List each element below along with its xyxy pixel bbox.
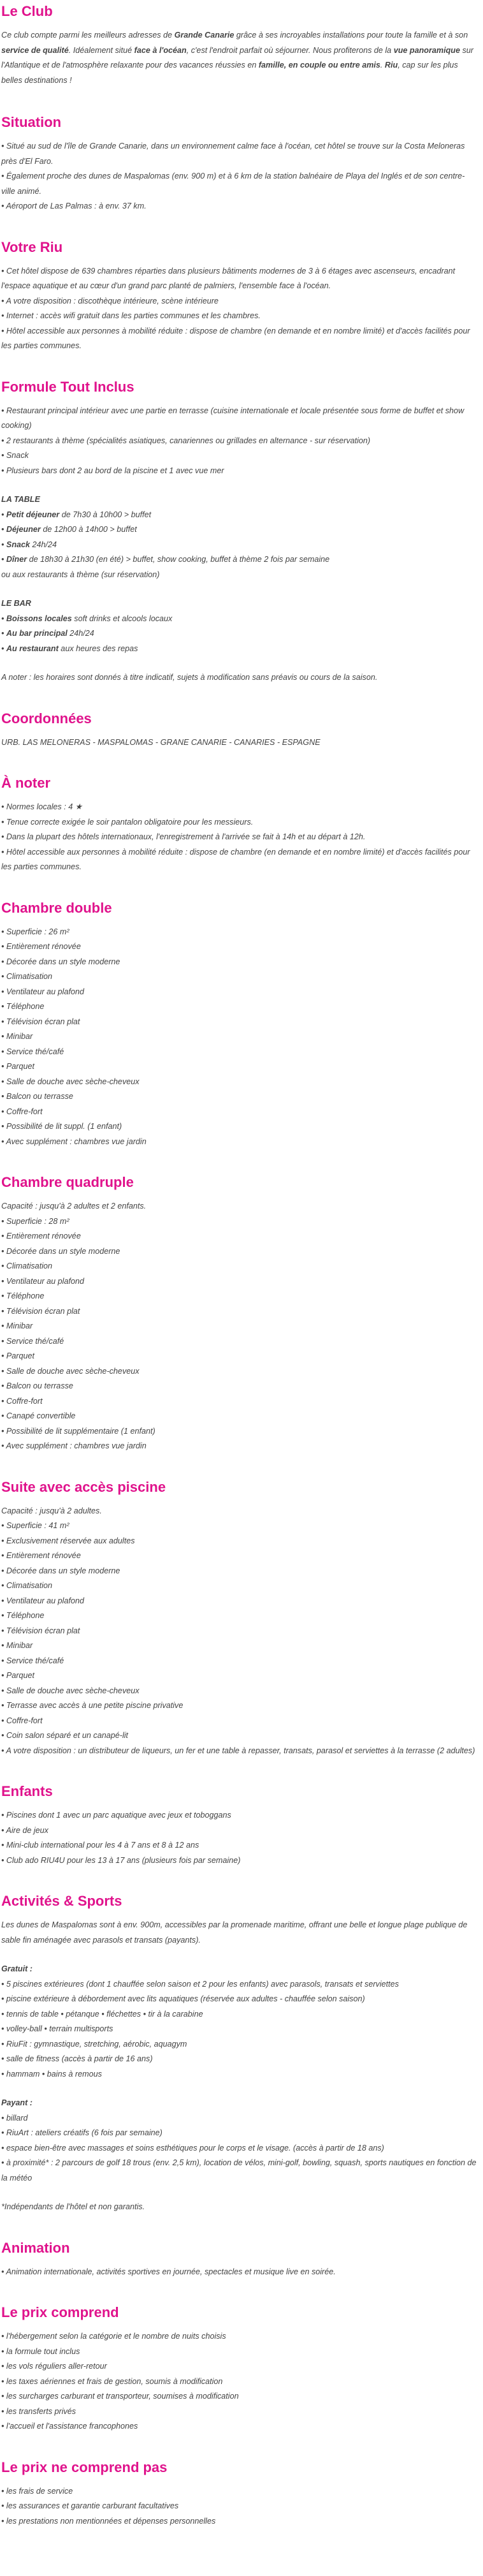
list-item: • Coin salon séparé et un canapé-lit [1, 1731, 129, 1740]
list-item: • A votre disposition : discothèque intérieure, scène intérieure [1, 296, 219, 305]
suite-capacity: Capacité : jusqu'à 2 adultes. [1, 1506, 102, 1515]
list-item: • Climatisation [1, 1262, 52, 1270]
riu-list [1, 264, 478, 354]
list-item: • Superficie : 28 m² [1, 1216, 69, 1226]
list-item: • RiuFit : gymnastique, stretching, aérobic, aquagym [1, 2039, 187, 2049]
section-enfants [1, 1783, 478, 1868]
enfants-list [1, 1808, 478, 1868]
list-item: • hammam • bains à remous [1, 2069, 102, 2079]
list-item: • Également proche des dunes de Maspalomas (env. 900 m) et à 6 km de la station balnéaire de Playa del Inglés et de son centre-ville animé. [1, 172, 465, 196]
section-title-animation: Animation [1, 2239, 70, 2256]
list-item: • Décorée dans un style moderne [1, 1566, 120, 1575]
list-item: • Dîner de 18h30 à 21h30 (en été) > buffet, show cooking, buffet à thème 2 fois par semaine [1, 555, 330, 564]
list-item: • Télévision écran plat [1, 1306, 80, 1316]
list-item: • Terrasse avec accès à une petite piscine privative [1, 1701, 184, 1710]
list-item: • Entièrement rénovée [1, 1232, 81, 1240]
spacer [1, 1948, 478, 1962]
list-item: • les prestations non mentionnées et dépenses personnelles [1, 2516, 216, 2526]
list-item: • Possibilité de lit supplémentaire (1 enfant) [1, 1426, 155, 1436]
bar-list [1, 612, 478, 657]
activites-footnote: *Indépendants de l'hôtel et non garantis. [1, 2202, 145, 2211]
list-item: • à proximité* : 2 parcours de golf 18 trous (env. 2,5 km), location de vélos, mini-golf, bowling, squash, sports nautiques en fonction de la météo [1, 2158, 477, 2182]
list-item: • Téléphone [1, 1611, 45, 1620]
list-item: • Entièrement rénovée [1, 1551, 81, 1560]
section-nocomprend [1, 2459, 478, 2529]
list-item: • Service thé/café [1, 1656, 64, 1665]
list-item: • Balcon ou terrasse [1, 1381, 73, 1390]
list-item: • Canapé convertible [1, 1411, 76, 1420]
list-item: • Au restaurant aux heures des repas [1, 644, 138, 653]
spacer [1, 656, 478, 670]
quadruple-capacity: Capacité : jusqu'à 2 adultes et 2 enfants. [1, 1202, 147, 1211]
section-title-double: Chambre double [1, 899, 112, 916]
list-item: • Télévision écran plat [1, 1017, 80, 1026]
section-title-enfants: Enfants [1, 1783, 53, 1799]
list-item: • les transferts privés [1, 2406, 76, 2416]
list-item: • les taxes aériennes et frais de gestion, soumis à modification [1, 2376, 223, 2386]
list-item: • l'hébergement selon la catégorie et le nombre de nuits choisis [1, 2332, 226, 2341]
list-item: • Télévision écran plat [1, 1626, 80, 1635]
list-item: • Téléphone [1, 1002, 45, 1011]
section-noter [1, 774, 478, 875]
list-item: • Décorée dans un style moderne [1, 1246, 120, 1256]
list-item: • Exclusivement réservée aux adultes [1, 1536, 135, 1545]
section-double [1, 899, 478, 1150]
list-item: • Balcon ou terrasse [1, 1092, 73, 1101]
section-coordonnees [1, 710, 478, 751]
list-item: • Parquet [1, 1351, 35, 1360]
list-item: • Ventilateur au plafond [1, 987, 84, 996]
list-item: • Hôtel accessible aux personnes à mobilité réduite : dispose de chambre (en demande et en nombre limité) et d'accès facilités pour les parties communes. [1, 847, 470, 871]
section-title-situation: Situation [1, 114, 62, 130]
table-list [1, 508, 478, 583]
gratuit-list [1, 1977, 478, 2082]
list-item: • Coffre-fort [1, 1396, 43, 1406]
list-item: • l'accueil et l'assistance francophones [1, 2422, 138, 2431]
section-situation [1, 114, 478, 214]
list-item: • Possibilité de lit suppl. (1 enfant) [1, 1122, 122, 1131]
list-item: • Parquet [1, 1671, 35, 1680]
list-item: • Situé au sud de l'île de Grande Canarie, dans un environnement calme face à l'océan, cet hôtel se trouve sur la Costa Meloneras près d'El Faro. [1, 142, 465, 166]
list-item: • 2 restaurants à thème (spécialités asiatiques, canariennes ou grillades en alternance - sur réservation) [1, 436, 371, 445]
section-title-quadruple: Chambre quadruple [1, 1174, 134, 1190]
list-item: • Dans la plupart des hôtels internationaux, l'enregistrement à l'arrivée se fait à 14h et au départ à 12h. [1, 832, 366, 841]
list-item: • Hôtel accessible aux personnes à mobilité réduite : dispose de chambre (en demande et en nombre limité) et d'accès facilités pour les parties communes. [1, 326, 470, 350]
list-item: • Snack [1, 451, 29, 460]
list-item: • Climatisation [1, 1581, 52, 1590]
address: URB. LAS MELONERAS - MASPALOMAS - GRANE CANARIE - CANARIES - ESPAGNE [1, 737, 321, 747]
section-title-noter: À noter [1, 775, 50, 791]
list-item: • Salle de douche avec sèche-cheveux [1, 1366, 140, 1376]
section-title-riu: Votre Riu [1, 239, 63, 255]
list-item: • Téléphone [1, 1292, 45, 1300]
list-item: • Superficie : 26 m² [1, 927, 69, 936]
list-item: • Au bar principal 24h/24 [1, 629, 94, 638]
list-item: • Coffre-fort [1, 1716, 43, 1725]
list-item: • Avec supplément : chambres vue jardin [1, 1137, 147, 1146]
section-title-nocomprend: Le prix ne comprend pas [1, 2459, 168, 2475]
section-riu [1, 239, 478, 354]
list-item: • 5 piscines extérieures (dont 1 chauffée selon saison et 2 pour les enfants) avec parasols, transats et serviettes [1, 1979, 399, 1989]
list-item: • salle de fitness (accès à partir de 16 ans) [1, 2054, 153, 2063]
payant-list [1, 2111, 478, 2186]
list-item: • Superficie : 41 m² [1, 1521, 69, 1530]
list-item: • Ventilateur au plafond [1, 1276, 84, 1286]
list-item: • RiuArt : ateliers créatifs (6 fois par semaine) [1, 2128, 162, 2137]
list-item: • Petit déjeuner de 7h30 à 10h00 > buffet [1, 510, 152, 519]
list-item: • Piscines dont 1 avec un parc aquatique avec jeux et toboggans [1, 1811, 231, 1820]
list-item: • Mini-club international pour les 4 à 7 ans et 8 à 12 ans [1, 1841, 199, 1850]
animation-list [1, 2265, 478, 2280]
list-item: • Ventilateur au plafond [1, 1596, 84, 1605]
club-intro: Ce club compte parmi les meilleurs adresses de Grande Canarie grâce à ses incroyables installations pour toute la famille et à son service de qualité. Idéalement situé face à l'océan, c'est l'endroit parfait où séjourner. Nous profiterons de la vue panoramique sur l'Atlantique et de l'atmosphère relaxante pour des vacances réussies en famille, en couple ou entre amis. Riu, cap sur les plus belles destinations ! [1, 31, 473, 85]
activites-intro: Les dunes de Maspalomas sont à env. 900m, accessibles par la promenade maritime, offrant une belle et longue plage publique de sable fin aménagée avec parasols et transats (payants). [1, 1920, 468, 1945]
gratuit-heading: Gratuit : [1, 1964, 32, 1973]
list-item: • les assurances et garantie carburant facultatives [1, 2501, 179, 2510]
list-item: • la formule tout inclus [1, 2346, 80, 2356]
list-item: • Normes locales : 4 ★ [1, 802, 82, 811]
list-item: • Déjeuner de 12h00 à 14h00 > buffet [1, 525, 137, 534]
list-item: • billard [1, 2113, 28, 2123]
list-item: • Aéroport de Las Palmas : à env. 37 km. [1, 202, 147, 210]
list-item: • Salle de douche avec sèche-cheveux [1, 1077, 140, 1086]
list-item: • Cet hôtel dispose de 639 chambres réparties dans plusieurs bâtiments modernes de 3 à 6 étages avec ascenseurs, encadrant l'espace aquatique et au cœur d'un grand parc planté de palmiers, l'ensemble face à l'océan. [1, 266, 456, 290]
list-item: • Salle de douche avec sèche-cheveux [1, 1686, 140, 1695]
section-title-suite: Suite avec accès piscine [1, 1478, 166, 1495]
spacer [1, 582, 478, 596]
list-item: • Service thé/café [1, 1047, 64, 1056]
table-heading: LA TABLE [1, 495, 40, 504]
situation-list [1, 139, 478, 214]
list-item: • Tenue correcte exigée le soir pantalon obligatoire pour les messieurs. [1, 817, 254, 827]
list-item: • Minibar [1, 1641, 33, 1650]
spacer [1, 2082, 478, 2096]
list-item: • Entièrement rénovée [1, 942, 81, 951]
suite-list [1, 1519, 478, 1758]
formule-note: A noter : les horaires sont donnés à titre indicatif, sujets à modification sans préavis ou cours de la saison. [1, 673, 378, 682]
list-item: • Minibar [1, 1032, 33, 1041]
payant-heading: Payant : [1, 2098, 32, 2107]
list-item: • Animation internationale, activités sportives en journée, spectacles et musique live en soirée. [1, 2267, 336, 2276]
list-item: • piscine extérieure à débordement avec lits aquatiques (réservée aux adultes - chauffée selon saison) [1, 1994, 365, 2003]
section-title-club: Le Club [1, 3, 53, 19]
double-list [1, 925, 478, 1150]
nocomprend-list [1, 2484, 478, 2529]
list-item: • les surcharges carburant et transporteur, soumises à modification [1, 2392, 239, 2401]
section-animation [1, 2239, 478, 2280]
noter-list [1, 800, 478, 875]
bar-heading: LE BAR [1, 599, 31, 608]
list-item: • Snack 24h/24 [1, 540, 57, 549]
list-item: • Décorée dans un style moderne [1, 957, 120, 966]
section-formule [1, 378, 478, 686]
list-item: • Internet : accès wifi gratuit dans les parties communes et les chambres. [1, 311, 261, 320]
section-club [1, 3, 478, 88]
list-item: • Service thé/café [1, 1336, 64, 1346]
section-title-formule: Formule Tout Inclus [1, 378, 134, 395]
section-suite [1, 1478, 478, 1759]
list-item: • Club ado RIU4U pour les 13 à 17 ans (plusieurs fois par semaine) [1, 1855, 241, 1865]
list-item: • Aire de jeux [1, 1825, 48, 1835]
list-item: ou aux restaurants à thème (sur réservation) [1, 570, 160, 579]
comprend-list [1, 2329, 478, 2434]
spacer [1, 478, 478, 492]
list-item: • volley-ball • terrain multisports [1, 2024, 113, 2033]
section-title-coordonnees: Coordonnées [1, 710, 92, 726]
list-item: • Coffre-fort [1, 1107, 43, 1116]
section-activites [1, 1892, 478, 2215]
list-item: • espace bien-être avec massages et soins esthétiques pour le corps et le visage. (accès à partir de 18 ans) [1, 2143, 384, 2153]
section-title-comprend: Le prix comprend [1, 2304, 119, 2320]
list-item: • A votre disposition : un distributeur de liqueurs, un fer et une table à repasser, transats, parasol et serviettes à la terrasse (2 adultes) [1, 1746, 475, 1755]
list-item: • Boissons locales soft drinks et alcools locaux [1, 614, 173, 623]
list-item: • les vols réguliers aller-retour [1, 2362, 107, 2371]
list-item: • Parquet [1, 1062, 35, 1071]
spacer [1, 2186, 478, 2200]
list-item: • Plusieurs bars dont 2 au bord de la piscine et 1 avec vue mer [1, 466, 224, 475]
list-item: • les frais de service [1, 2486, 73, 2496]
section-quadruple [1, 1174, 478, 1454]
list-item: • Avec supplément : chambres vue jardin [1, 1441, 147, 1450]
list-item: • tennis de table • pétanque • fléchettes • tir à la carabine [1, 2009, 203, 2019]
formule-list [1, 404, 478, 479]
section-title-activites: Activités & Sports [1, 1893, 122, 1909]
quadruple-list [1, 1214, 478, 1454]
list-item: • Climatisation [1, 972, 52, 981]
section-comprend [1, 2304, 478, 2434]
list-item: • Restaurant principal intérieur avec une partie en terrasse (cuisine internationale et locale présentée sous forme de buffet et show cooking) [1, 406, 465, 430]
list-item: • Minibar [1, 1321, 33, 1330]
